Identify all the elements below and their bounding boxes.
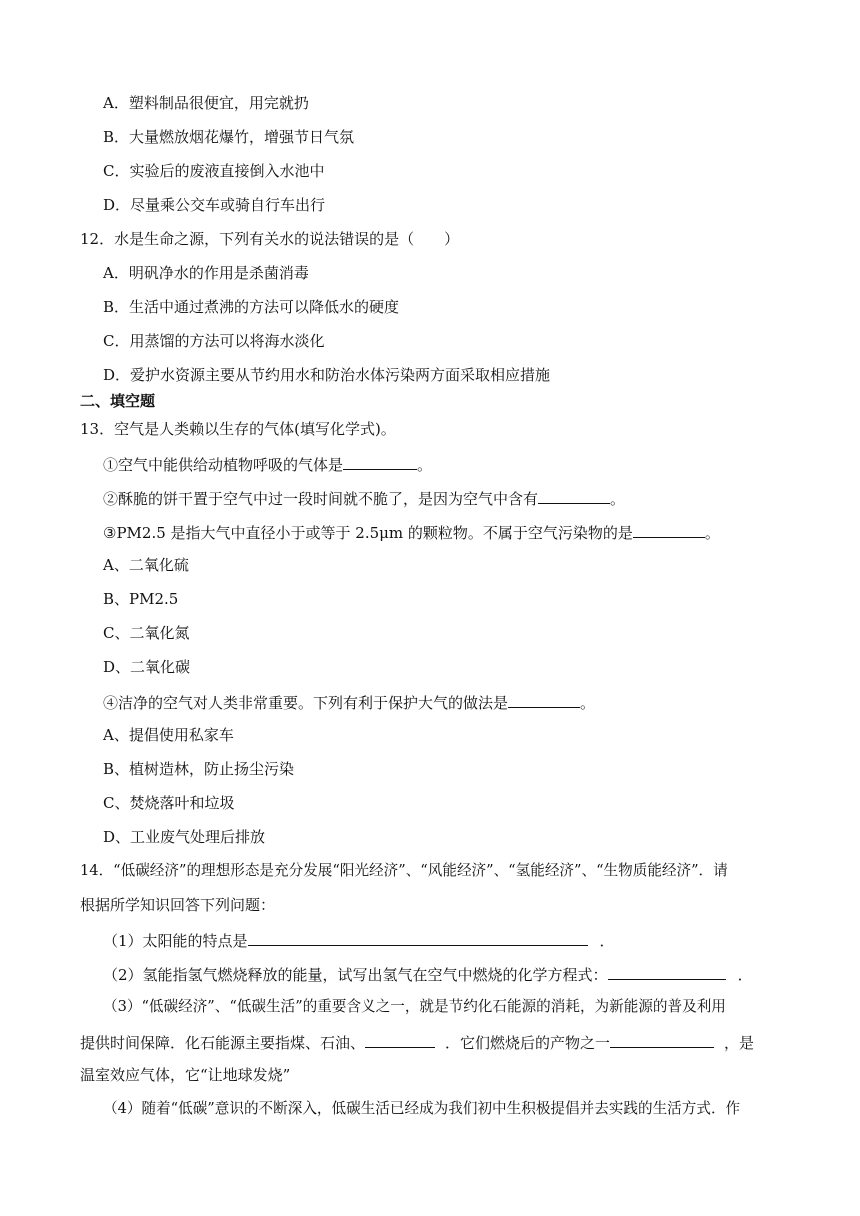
q13-sub4-text: ④洁净的空气对人类非常重要。下列有利于保护大气的做法是 — [103, 694, 509, 712]
q12-option-a: A．明矾净水的作用是杀菌消毒 — [103, 264, 309, 282]
q12-option-b: B．生活中通过煮沸的方法可以降低水的硬度 — [103, 298, 400, 316]
q13-sub2-text: ②酥脆的饼干置于空气中过一段时间就不脆了，是因为空气中含有 — [103, 490, 539, 508]
answer-blank — [365, 1031, 435, 1048]
answer-blank — [343, 453, 417, 470]
q11-option-b: B．大量燃放烟花爆竹，增强节日气氛 — [103, 128, 355, 146]
q14-part3-line1: （3）“低碳经济”、“低碳生活”的重要含义之一，就是节约化石能源的消耗，为新能源的普及利用 — [103, 998, 726, 1015]
answer-blank — [508, 691, 580, 708]
q14-part1-end: ． — [599, 932, 615, 950]
q13-sub3 — [103, 521, 720, 543]
section-title: 二、填空题 — [80, 392, 156, 410]
q13-sub3-option-c: C、二氧化氮 — [103, 624, 190, 642]
q12-option-c: C．用蒸馏的方法可以将海水淡化 — [103, 332, 325, 350]
q14-part1-text: （1）太阳能的特点是 — [103, 932, 248, 950]
q14-part3-text-b: ．它们燃烧后的产物之一 — [445, 1034, 611, 1052]
q12-stem: 12．水是生命之源，下列有关水的说法错误的是（ ） — [80, 230, 460, 248]
q14-part2-end: ． — [737, 966, 753, 984]
answer-blank — [538, 487, 610, 504]
q13-sub1-end: 。 — [417, 456, 433, 474]
q14-part2-text: （2）氢能指氢气燃烧释放的能量，试写出氢气在空气中燃烧的化学方程式： — [103, 966, 608, 984]
q14-stem-line2: 根据所学知识回答下列问题： — [80, 896, 276, 914]
q14-part3-text-a: 提供时间保障．化石能源主要指煤、石油、 — [80, 1034, 366, 1052]
q13-stem: 13．空气是人类赖以生存的气体(填写化学式)。 — [80, 420, 396, 438]
q14-part3-text-c: ，是 — [724, 1034, 755, 1052]
q14-part3-line3: 温室效应气体，它“让地球发烧” — [80, 1066, 291, 1084]
q13-sub4-option-c: C、焚烧落叶和垃圾 — [103, 794, 235, 812]
q14-stem-line1: 14．“低碳经济”的理想形态是充分发展“阳光经济”、“风能经济”、“氢能经济”、“生物质能经济”．请 — [80, 862, 728, 879]
q13-sub3-end: 。 — [704, 524, 720, 542]
q13-sub2-end: 。 — [610, 490, 626, 508]
q11-option-c: C．实验后的废液直接倒入水池中 — [103, 162, 325, 180]
answer-blank — [633, 521, 705, 538]
answer-blank — [608, 963, 726, 980]
q13-sub3-option-b: B、PM2.5 — [103, 590, 179, 608]
q13-sub4 — [103, 691, 595, 713]
q14-part4-line1: （4）随着“低碳”意识的不断深入，低碳生活已经成为我们初中生积极提倡并去实践的生活方式．作 — [103, 1100, 741, 1117]
q14-part2 — [103, 963, 753, 985]
q13-sub4-option-b: B、植树造林，防止扬尘污染 — [103, 760, 295, 778]
q13-sub3-text: ③PM2.5 是指大气中直径小于或等于 2.5μm 的颗粒物。不属于空气污染物的是 — [103, 524, 633, 542]
q13-sub2 — [103, 487, 625, 509]
q13-sub3-option-a: A、二氧化硫 — [103, 556, 189, 574]
q14-part3-line2 — [80, 1031, 754, 1053]
q13-sub4-option-a: A、提倡使用私家车 — [103, 726, 234, 744]
q11-option-a: A．塑料制品很便宜，用完就扔 — [103, 94, 309, 112]
q13-sub1 — [103, 453, 432, 475]
q12-option-d: D．爱护水资源主要从节约用水和防治水体污染两方面采取相应措施 — [103, 366, 551, 384]
q13-sub1-text: ①空气中能供给动植物呼吸的气体是 — [103, 456, 344, 474]
q13-sub4-end: 。 — [580, 694, 596, 712]
q13-sub4-option-d: D、工业废气处理后排放 — [103, 828, 266, 846]
answer-blank — [610, 1031, 714, 1048]
q13-sub3-option-d: D、二氧化碳 — [103, 658, 191, 676]
q14-part1 — [103, 929, 615, 951]
answer-blank — [248, 929, 588, 946]
q11-option-d: D．尽量乘公交车或骑自行车出行 — [103, 196, 326, 214]
